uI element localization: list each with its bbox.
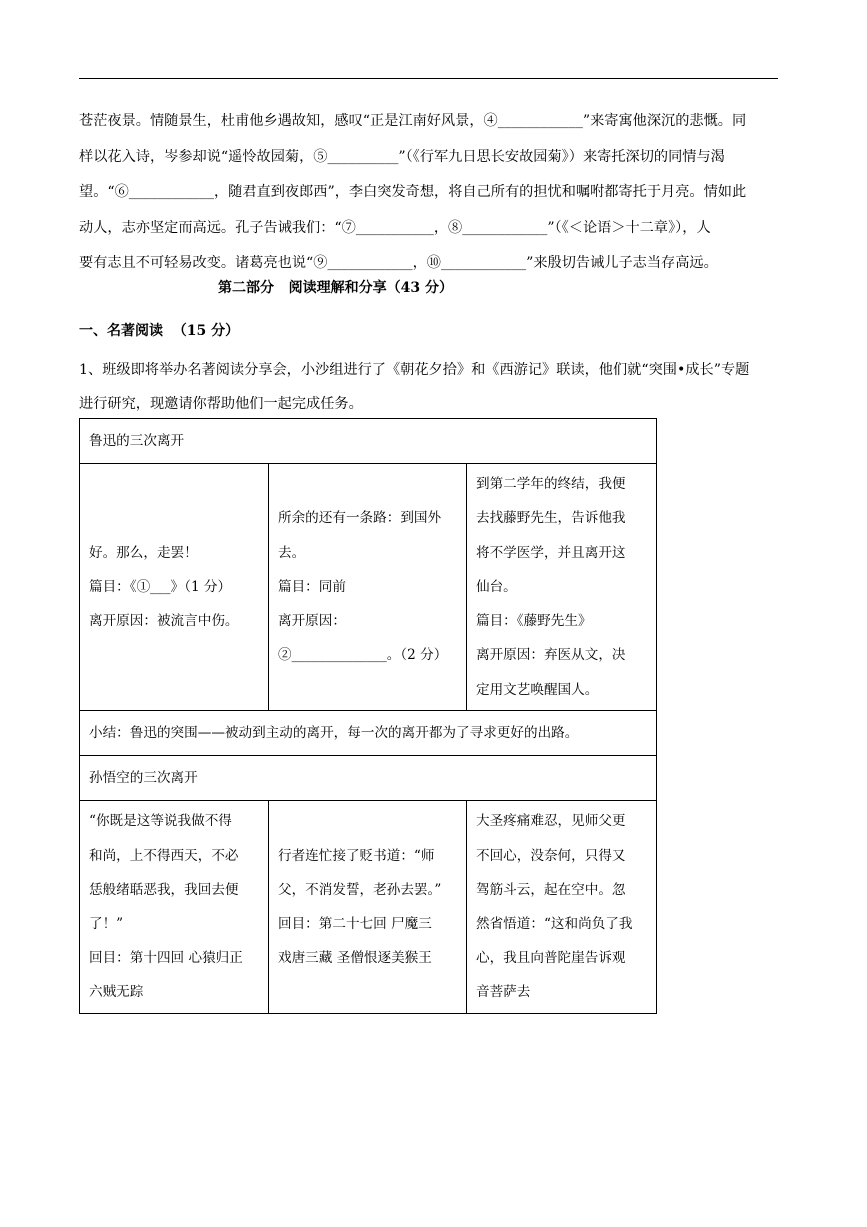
sun-header-cell: 孙悟空的三次离开 (80, 756, 657, 801)
cell-line: 回目：第二十七回 尸魔三 (278, 916, 432, 932)
sun-cell-1 (80, 801, 269, 1014)
cell-line: 然省悟道：“这和尚负了我 (476, 916, 633, 932)
paragraph-line: 要有志且不可轻易改变。诸葛亮也说“⑨____________，⑩____________”来殷切告诫儿子志当存高远。 (79, 255, 718, 272)
cell-line: 离开原因：被流言中伤。 (89, 613, 239, 630)
part-title: 第二部分 阅读理解和分享（43 分） (218, 280, 453, 296)
cell-line: 戏唐三藏 圣僧恨逐美猴王 (278, 950, 432, 967)
cell-line: 将不学医学，并且离开这 (476, 544, 626, 561)
cell-line: 去找藤野先生，告诉他我 (476, 510, 626, 527)
cell-line: 恁般绪聒恶我，我回去便 (89, 881, 239, 898)
paragraph-line: 样以花入诗，岑参却说“遥怜故园菊，⑤__________”（《行军九日思长安故园菊》）来寄托深切的同情与渴 (79, 148, 725, 165)
cell-line: 去。 (278, 544, 306, 561)
cell-line: 篇目：《①___》（1 分） (89, 578, 232, 595)
luxun-cell-2 (269, 464, 467, 711)
cell-line: 篇目：《藤野先生》 (476, 613, 592, 630)
cell-line: 大圣疼痛难忍，见师父更 (476, 813, 626, 830)
sun-cell-3 (467, 801, 657, 1014)
summary-cell: 小结：鲁迅的突围——被动到主动的离开，每一次的离开都为了寻求更好的出路。 (80, 711, 657, 756)
cell-line: 离开原因：弃医从文，决 (476, 647, 626, 664)
paragraph-line: 苍茫夜景。情随景生，杜甫他乡遇故知，感叹“正是江南好风景，④____________”来寄寓他深沉的悲慨。同 (79, 113, 747, 129)
cell-line: 定用文艺唤醒国人。 (476, 681, 599, 698)
poem-fill-paragraph (79, 104, 779, 282)
cell-line: 六贼无踪 (89, 984, 144, 1001)
question-text (79, 353, 779, 421)
cell-line: 行者连忙接了贬书道：“师 (278, 847, 435, 864)
cell-line: 到第二学年的终结，我便 (476, 476, 626, 493)
cell-line: “你既是这等说我做不得 (89, 813, 232, 830)
luxun-cell-1 (80, 464, 269, 711)
cell-line: 仙台。 (476, 578, 517, 595)
cell-line: 心，我且向普陀崖告诉观 (476, 950, 626, 967)
cell-line: 父，不消发誓，老孙去罢。” (278, 881, 442, 898)
paragraph-line: 动人，志亦坚定而高远。孔子告诫我们：“⑦___________，⑧____________”（《＜论语＞十二章》），人 (79, 219, 711, 236)
cell-line: 好。那么，走罢！ (89, 544, 198, 561)
section-title: 一、名著阅读 （15 分） (79, 323, 240, 339)
luxun-header-cell: 鲁迅的三次离开 (80, 419, 657, 464)
question-line: 进行研究，现邀请你帮助他们一起完成任务。 (79, 396, 363, 412)
cell-line: 和尚，上不得西天，不必 (89, 847, 239, 864)
cell-line: 音菩萨去 (476, 984, 531, 1001)
question-line: 1、班级即将举办名著阅读分享会，小沙组进行了《朝花夕拾》和《西游记》联读，他们就“突围•成长”专题 (79, 362, 750, 378)
cell-line: 回目：第十四回 心猿归正 (89, 950, 243, 967)
cell-line: ②______________。（2 分） (278, 647, 448, 664)
sun-cell-2 (269, 801, 467, 1014)
header-rule (79, 78, 778, 79)
cell-line: 不回心，没奈何，只得又 (476, 847, 626, 864)
luxun-cell-3 (467, 464, 657, 711)
paragraph-line: 望。“⑥____________，随君直到夜郎西”，李白突发奇想，将自己所有的担忧和嘱咐都寄托于月亮。情如此 (79, 184, 747, 201)
cell-line: 了！” (89, 916, 124, 932)
cell-line: 篇目：同前 (278, 578, 346, 595)
cell-line: 所余的还有一条路：到国外 (278, 510, 442, 527)
cell-line: 驾筋斗云，起在空中。忽 (476, 881, 626, 898)
cell-line: 离开原因： (278, 613, 346, 630)
reading-table (79, 418, 657, 1014)
